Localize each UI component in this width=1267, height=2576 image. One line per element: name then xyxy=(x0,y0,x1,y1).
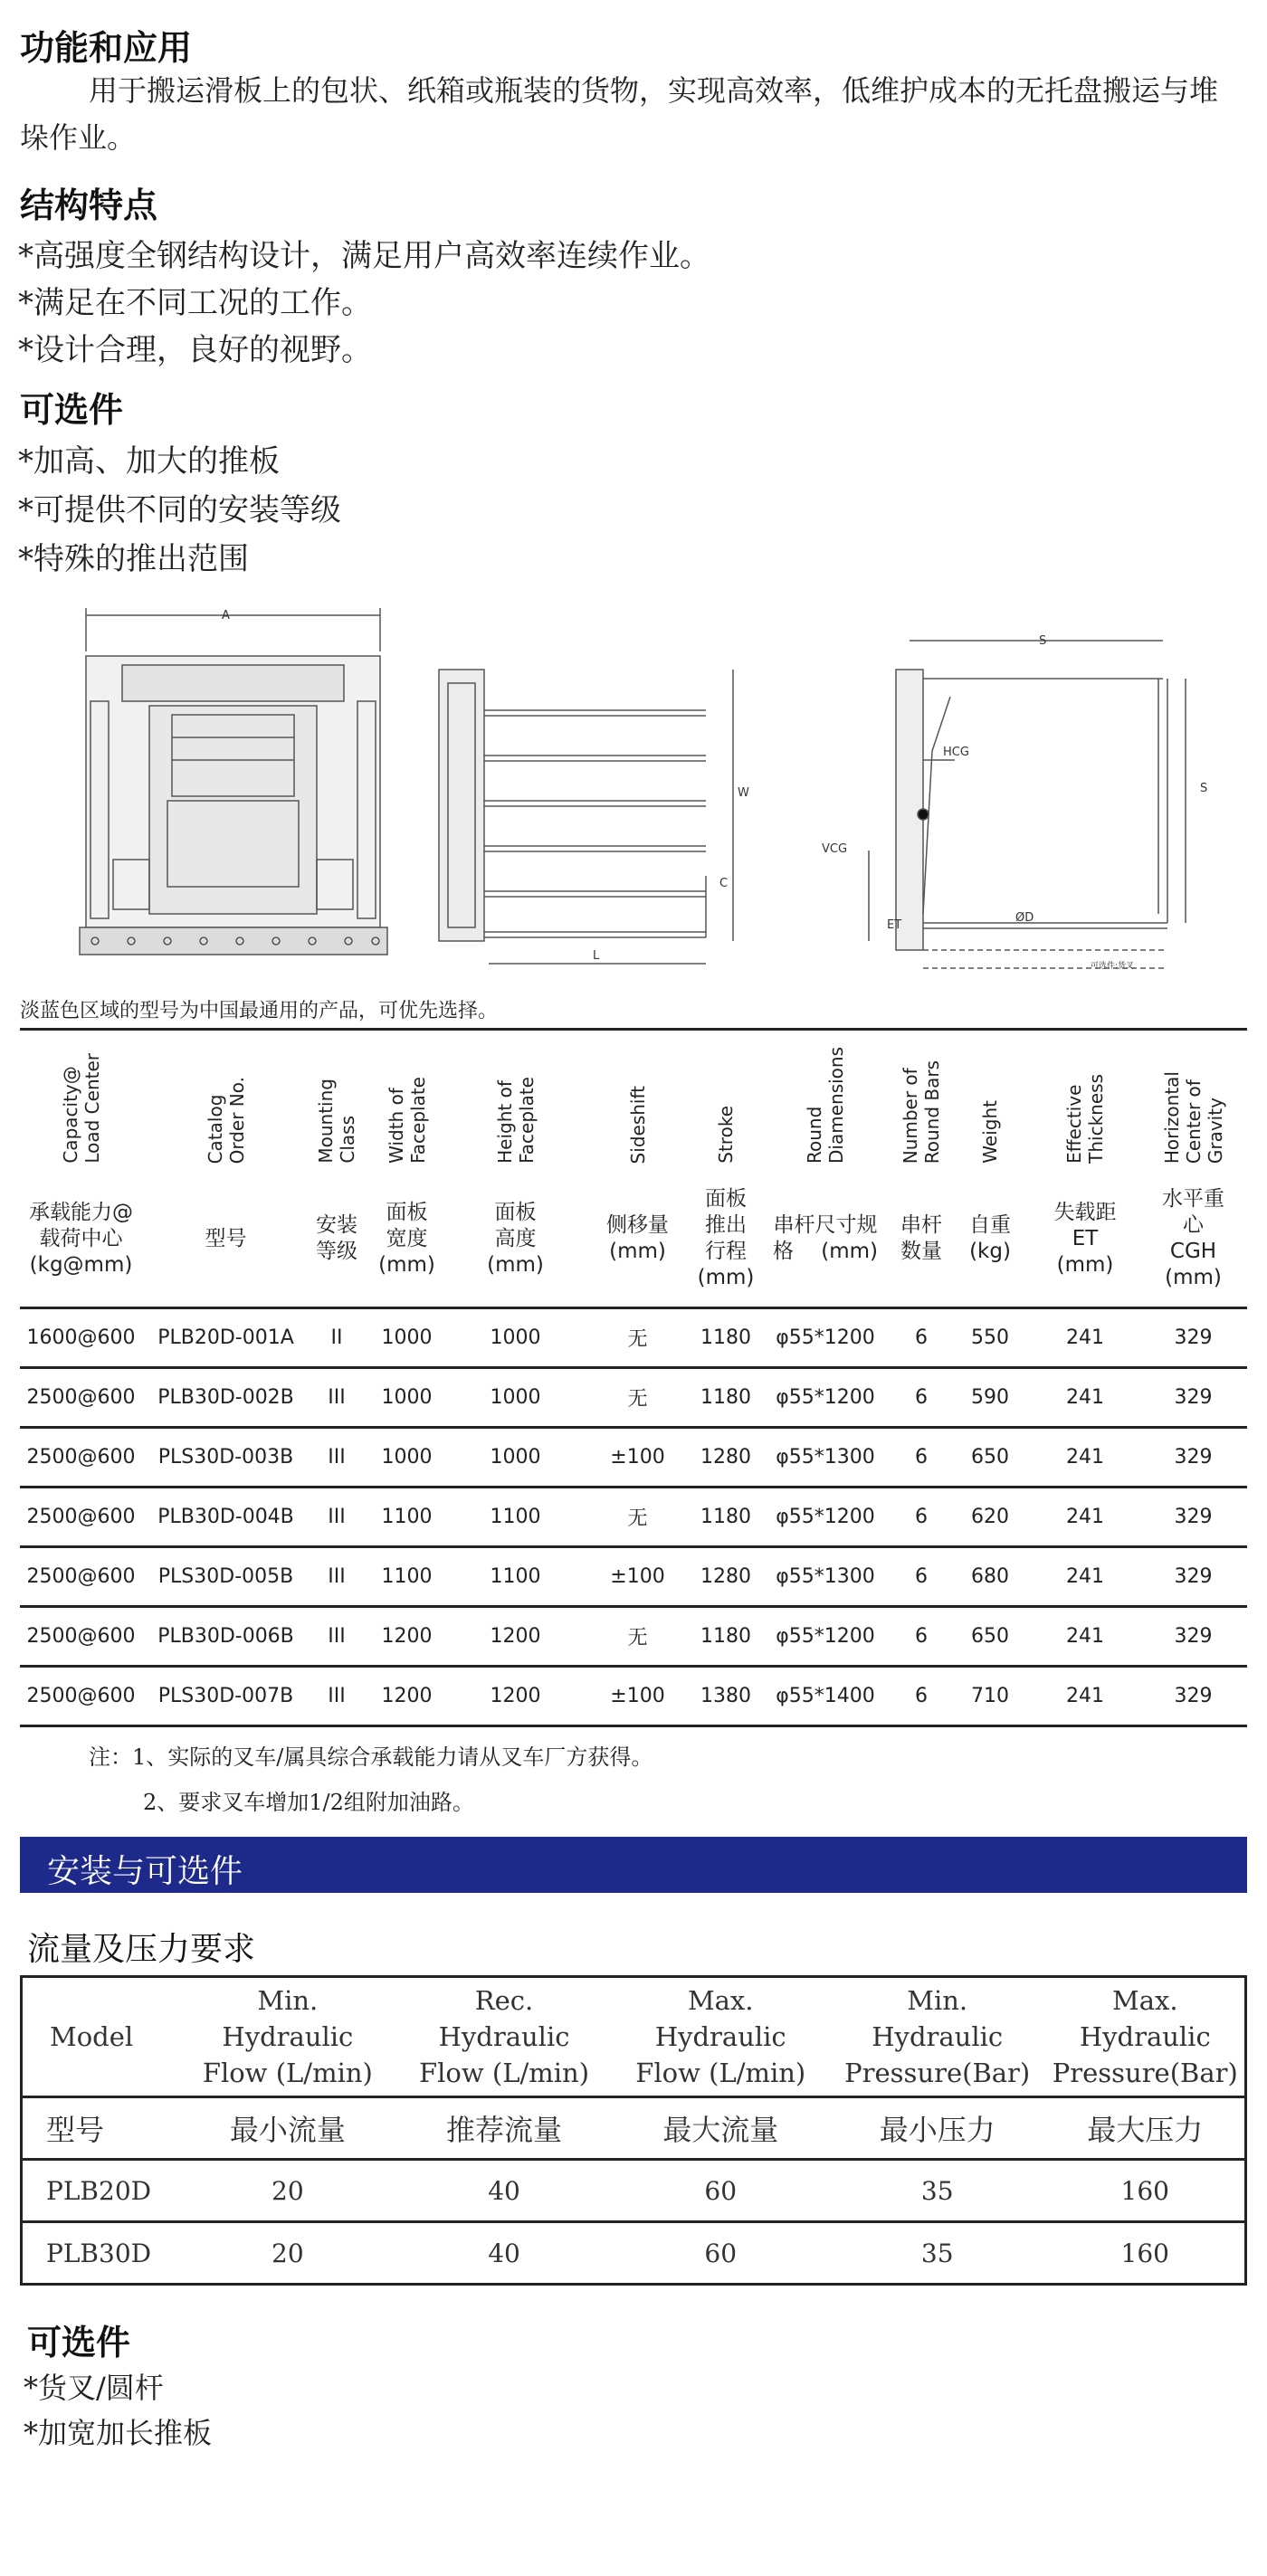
spec-cell: 1100 xyxy=(364,1488,450,1547)
spec-header-en-cell: Width of Faceplate xyxy=(385,1077,429,1164)
spec-cell: 650 xyxy=(949,1428,1031,1488)
spec-cell: 2500@600 xyxy=(20,1547,142,1607)
spec-cell: 329 xyxy=(1139,1607,1247,1667)
spec-cell: 1000 xyxy=(364,1368,450,1428)
flow-cell: PLB30D xyxy=(46,2238,152,2268)
spec-row xyxy=(20,1547,1247,1607)
spec-cell: 241 xyxy=(1031,1428,1139,1488)
function-text: 用于搬运滑板上的包状、纸箱或瓶装的货物，实现高效率，低维护成本的无托盘搬运与堆垛作业。 xyxy=(20,73,1219,155)
spec-cell: PLB30D-002B xyxy=(142,1368,310,1428)
spec-cell: 无 xyxy=(581,1368,694,1428)
dim-label-d: ØD xyxy=(1015,911,1034,925)
spec-cell: III xyxy=(310,1667,364,1726)
spec-cell: φ55*1200 xyxy=(757,1607,893,1667)
spec-cell: 329 xyxy=(1139,1308,1247,1368)
flow-header-en-cell: Max. Hydraulic Pressure(Bar) xyxy=(1046,1977,1246,2097)
spec-cell: PLB30D-006B xyxy=(142,1607,310,1667)
spec-cell: 1200 xyxy=(364,1667,450,1726)
spec-cell: III xyxy=(310,1428,364,1488)
install-options-banner xyxy=(20,1837,1247,1893)
flow-cell: 160 xyxy=(1046,2160,1246,2222)
spec-cell: 241 xyxy=(1031,1607,1139,1667)
options2-item: *加宽加长推板 xyxy=(24,2416,213,2450)
spec-cell: 2500@600 xyxy=(20,1607,142,1667)
spec-cell: 329 xyxy=(1139,1547,1247,1607)
spec-cell: 329 xyxy=(1139,1667,1247,1726)
spec-cell: 6 xyxy=(893,1428,949,1488)
spec-cell: PLS30D-007B xyxy=(142,1667,310,1726)
options-item: *加高、加大的推板 xyxy=(18,443,280,480)
spec-cell: 241 xyxy=(1031,1547,1139,1607)
spec-cell: 241 xyxy=(1031,1488,1139,1547)
spec-cell: III xyxy=(310,1607,364,1667)
spec-row xyxy=(20,1607,1247,1667)
spec-cell: PLS30D-005B xyxy=(142,1547,310,1607)
spec-cell: 1200 xyxy=(364,1607,450,1667)
dim-label-c: C xyxy=(719,877,729,890)
spec-row xyxy=(20,1368,1247,1428)
spec-cell: φ55*1200 xyxy=(757,1488,893,1547)
spec-cell: 6 xyxy=(893,1488,949,1547)
spec-header-en-cell: Mounting Class xyxy=(315,1079,358,1164)
spec-header-en-cell: Height of Faceplate xyxy=(493,1077,538,1164)
spec-cell: PLS30D-003B xyxy=(142,1428,310,1488)
flow-cell: 60 xyxy=(704,2238,738,2268)
spec-cell: 1100 xyxy=(450,1547,581,1607)
spec-row xyxy=(20,1667,1247,1726)
options2-item: *货叉/圆杆 xyxy=(24,2371,164,2405)
spec-cell: 241 xyxy=(1031,1667,1139,1726)
spec-cell: 1180 xyxy=(694,1607,757,1667)
spec-header-en-cell: Round Diamensions xyxy=(804,1047,847,1164)
flow-header-cn-cell: 型号 xyxy=(22,2097,180,2160)
spec-header-cn xyxy=(20,1171,1247,1308)
spec-cell: 620 xyxy=(949,1488,1031,1547)
spec-row xyxy=(20,1488,1247,1547)
spec-header-cn-cell: 型号 xyxy=(142,1171,310,1308)
spec-header-en xyxy=(20,1030,1247,1172)
dim-label-hcg: HCG xyxy=(943,746,969,759)
spec-cell: 680 xyxy=(949,1547,1031,1607)
spec-cell: 1280 xyxy=(694,1547,757,1607)
flow-header-cn-cell: 推荐流量 xyxy=(395,2097,612,2160)
side-view-drawing xyxy=(439,670,733,964)
spec-header-cn-cell: 串杆尺寸规 格 (mm) xyxy=(757,1171,893,1308)
spec-note: 淡蓝色区域的型号为中国最通用的产品，可优先选择。 xyxy=(20,1000,499,1022)
spec-cell: 无 xyxy=(581,1308,694,1368)
spec-header-en-cell: Number of Round Bars xyxy=(900,1060,943,1164)
dim-label-s-top: S xyxy=(1039,634,1047,648)
dim-label-l: L xyxy=(593,949,600,963)
spec-cell: 1000 xyxy=(364,1308,450,1368)
options-heading: 可选件 xyxy=(20,390,124,430)
dim-label-vcg: VCG xyxy=(822,842,848,856)
function-heading: 功能和应用 xyxy=(20,28,193,68)
spec-header-en-cell: Capacity@ Load Center xyxy=(59,1053,103,1164)
spec-cell: φ55*1300 xyxy=(757,1428,893,1488)
spec-cell: φ55*1400 xyxy=(757,1667,893,1726)
options-item: *特殊的推出范围 xyxy=(18,541,249,577)
spec-cell: ±100 xyxy=(581,1428,694,1488)
spec-cell: 2500@600 xyxy=(20,1428,142,1488)
dim-label-s-side: S xyxy=(1200,782,1208,795)
flow-header-en-cell: Min. Hydraulic Flow (L/min) xyxy=(179,1977,395,2097)
spec-cell: 1000 xyxy=(450,1368,581,1428)
dim-label-et: ET xyxy=(887,918,902,932)
spec-table xyxy=(20,1028,1247,1727)
flow-table xyxy=(20,1975,1247,2286)
spec-cell: 329 xyxy=(1139,1368,1247,1428)
spec-cell: 1000 xyxy=(450,1308,581,1368)
spec-cell: 6 xyxy=(893,1308,949,1368)
spec-cell: III xyxy=(310,1368,364,1428)
spec-cell: 241 xyxy=(1031,1308,1139,1368)
spec-cell: 1000 xyxy=(364,1428,450,1488)
spec-cell: 6 xyxy=(893,1667,949,1726)
flow-header-en-cell: Model xyxy=(22,1977,180,2097)
spec-cell: 1200 xyxy=(450,1667,581,1726)
spec-header-cn-cell: 面板 推出 行程 (mm) xyxy=(694,1171,757,1308)
spec-cell: 329 xyxy=(1139,1428,1247,1488)
flow-row xyxy=(22,2222,1246,2285)
technical-drawing xyxy=(0,588,1267,986)
spec-cell: 329 xyxy=(1139,1488,1247,1547)
flow-header-en-cell: Min. Hydraulic Pressure(Bar) xyxy=(829,1977,1046,2097)
options2-heading: 可选件 xyxy=(27,2323,131,2362)
spec-cell: 无 xyxy=(581,1607,694,1667)
structure-item: *设计合理，良好的视野。 xyxy=(18,332,372,368)
structure-heading: 结构特点 xyxy=(20,185,158,225)
spec-header-cn-cell: 自重 (kg) xyxy=(949,1171,1031,1308)
spec-cell: 1200 xyxy=(450,1607,581,1667)
flow-cell: PLB20D xyxy=(22,2160,180,2222)
dim-label-w: W xyxy=(738,786,749,800)
flow-header-cn-cell: 最大压力 xyxy=(1046,2097,1246,2160)
spec-cell: 241 xyxy=(1031,1368,1139,1428)
spec-cell: 1380 xyxy=(694,1667,757,1726)
spec-cell: 2500@600 xyxy=(20,1667,142,1726)
dim-label-a: A xyxy=(222,609,230,623)
flow-cell: 20 xyxy=(179,2160,395,2222)
spec-cell: 590 xyxy=(949,1368,1031,1428)
front-view-drawing xyxy=(80,608,387,955)
spec-cell: 1280 xyxy=(694,1428,757,1488)
spec-cell: 650 xyxy=(949,1607,1031,1667)
spec-cell: PLB20D-001A xyxy=(142,1308,310,1368)
spec-cell: 6 xyxy=(893,1368,949,1428)
flow-cell: 35 xyxy=(829,2160,1046,2222)
banner-title: 安装与可选件 xyxy=(47,1853,243,1890)
flow-header-cn-cell: 最小压力 xyxy=(829,2097,1046,2160)
flow-header-en-cell: Rec. Hydraulic Flow (L/min) xyxy=(395,1977,612,2097)
spec-header-cn-cell: 承载能力@ 载荷中心 (kg@mm) xyxy=(20,1171,142,1308)
spec-cell: 2500@600 xyxy=(20,1488,142,1547)
spec-cell: 1180 xyxy=(694,1488,757,1547)
spec-header-cn-cell: 串杆 数量 xyxy=(893,1171,949,1308)
spec-header-cn-cell: 安装 等级 xyxy=(310,1171,364,1308)
spec-cell: 2500@600 xyxy=(20,1368,142,1428)
spec-cell: 1180 xyxy=(694,1308,757,1368)
footnote: 2、要求叉车增加1/2组附加油路。 xyxy=(143,1790,474,1815)
options-item: *可提供不同的安装等级 xyxy=(18,492,341,528)
spec-cell: 无 xyxy=(581,1488,694,1547)
flow-heading: 流量及压力要求 xyxy=(27,1931,256,1968)
structure-item: *满足在不同工况的工作。 xyxy=(18,285,372,321)
spec-cell: 1100 xyxy=(364,1547,450,1607)
spec-cell: 1100 xyxy=(450,1488,581,1547)
spec-cell: II xyxy=(310,1308,364,1368)
spec-header-cn-cell: 面板 高度 (mm) xyxy=(450,1171,581,1308)
spec-cell: 1000 xyxy=(450,1428,581,1488)
spec-cell: 1600@600 xyxy=(20,1308,142,1368)
flow-cell: 40 xyxy=(488,2238,520,2268)
flow-header-cn-cell: 最小流量 xyxy=(179,2097,395,2160)
spec-header-cn-cell: 面板 宽度 (mm) xyxy=(364,1171,450,1308)
spec-header-en-cell: Catalog Order No. xyxy=(204,1076,248,1164)
spec-cell: 1180 xyxy=(694,1368,757,1428)
drawing-note: 可选件:货叉 xyxy=(1091,962,1135,971)
spec-row xyxy=(20,1428,1247,1488)
spec-header-en-cell: Effective Thickness xyxy=(1063,1074,1107,1164)
flow-cell: 60 xyxy=(613,2160,829,2222)
spec-cell: φ55*1200 xyxy=(757,1368,893,1428)
spec-header-en-cell: Horizontal Center of Gravity xyxy=(1160,1070,1226,1164)
structure-item: *高强度全钢结构设计，满足用户高效率连续作业。 xyxy=(18,238,710,274)
spec-cell: 710 xyxy=(949,1667,1031,1726)
spec-cell: ±100 xyxy=(581,1547,694,1607)
spec-cell: φ55*1200 xyxy=(757,1308,893,1368)
flow-cell: 160 xyxy=(1120,2238,1169,2268)
spec-cell: ±100 xyxy=(581,1667,694,1726)
flow-cell: 40 xyxy=(395,2160,612,2222)
spec-header-en-cell: Weight xyxy=(979,1100,1001,1164)
spec-cell: 6 xyxy=(893,1547,949,1607)
spec-cell: III xyxy=(310,1488,364,1547)
flow-row xyxy=(22,2160,1246,2222)
spec-header-en-cell: Sideshift xyxy=(626,1085,649,1164)
spec-cell: III xyxy=(310,1547,364,1607)
flow-cell: 20 xyxy=(272,2238,304,2268)
spec-cell: PLB30D-004B xyxy=(142,1488,310,1547)
flow-cell: 35 xyxy=(920,2238,954,2268)
spec-cell: 550 xyxy=(949,1308,1031,1368)
flow-header-en-cell: Max. Hydraulic Flow (L/min) xyxy=(613,1977,829,2097)
spec-cell: φ55*1300 xyxy=(757,1547,893,1607)
flow-header-cn xyxy=(22,2097,1246,2160)
spec-header-cn-cell: 侧移量 (mm) xyxy=(581,1171,694,1308)
spec-header-cn-cell: 水平重 心 CGH (mm) xyxy=(1139,1171,1247,1308)
flow-header-cn-cell: 最大流量 xyxy=(613,2097,829,2160)
footnote: 注：1、实际的叉车/属具综合承载能力请从叉车厂方获得。 xyxy=(89,1744,653,1770)
spec-header-en-cell: Stroke xyxy=(715,1106,737,1164)
flow-header-en xyxy=(22,1977,1246,2097)
spec-header-cn-cell: 失载距 ET (mm) xyxy=(1031,1171,1139,1308)
spec-row xyxy=(20,1308,1247,1368)
spec-cell: 6 xyxy=(893,1607,949,1667)
